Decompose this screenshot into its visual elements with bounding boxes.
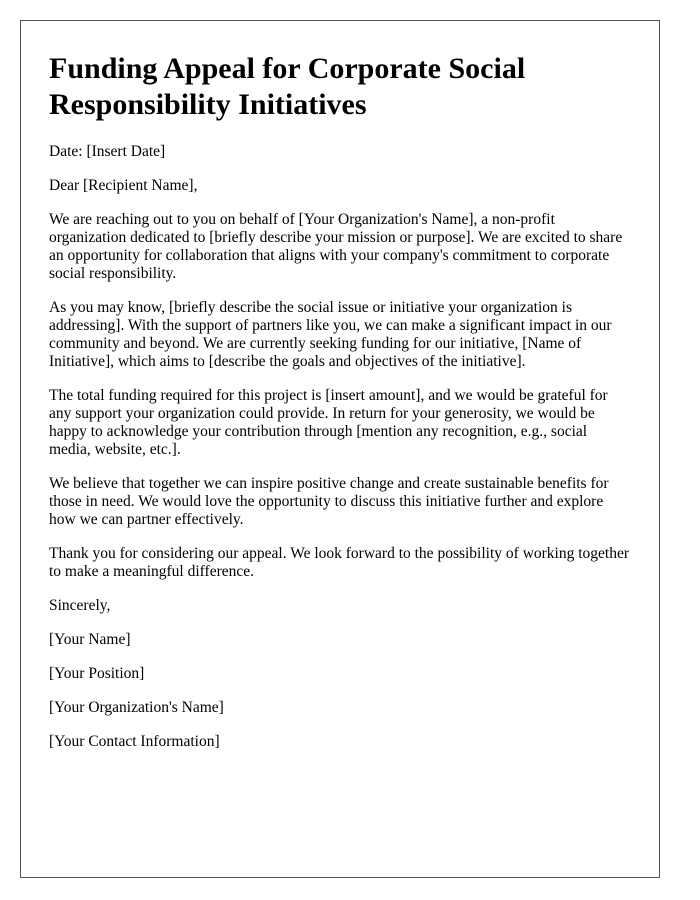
letter-paragraph-funding: The total funding required for this project is [insert amount], and we would be grateful for any support your organization could provide. In return for your generosity, we would be happy to acknowledge your contribution through [mention any recognition, e.g., social media, website, etc.]. (49, 387, 608, 458)
letter-paragraph-intro: We are reaching out to you on behalf of [Your Organization's Name], a non-profit organization dedicated to [briefly describe your mission or purpose]. We are excited to share an opportunity for collaboration that aligns with your company's commitment to corporate social responsibility. (49, 211, 623, 282)
signature-position: [Your Position] (49, 665, 145, 682)
letter-paragraph-belief: We believe that together we can inspire positive change and create sustainable benefits for those in need. We would love the opportunity to discuss this initiative further and explore how we can partner effectively. (49, 475, 609, 528)
letter-paragraph-thanks: Thank you for considering our appeal. We look forward to the possibility of working together to make a meaningful difference. (49, 545, 630, 580)
signature-organization: [Your Organization's Name] (49, 699, 224, 716)
signature-contact: [Your Contact Information] (49, 733, 220, 750)
letter-closing: Sincerely, (49, 597, 111, 614)
letter-page (20, 20, 660, 878)
letter-paragraph-issue: As you may know, [briefly describe the social issue or initiative your organization is addressing]. With the support of partners like you, we can make a significant impact in our community and beyond. We are currently seeking funding for our initiative, [Name of Initiative], which aims to [describe the goals and objectives of the initiative]. (49, 299, 612, 370)
letter-title: Funding Appeal for Corporate Social Responsibility Initiatives (49, 52, 526, 121)
signature-name: [Your Name] (49, 631, 131, 648)
letter-date: Date: [Insert Date] (49, 143, 166, 160)
letter-salutation: Dear [Recipient Name], (49, 177, 198, 194)
